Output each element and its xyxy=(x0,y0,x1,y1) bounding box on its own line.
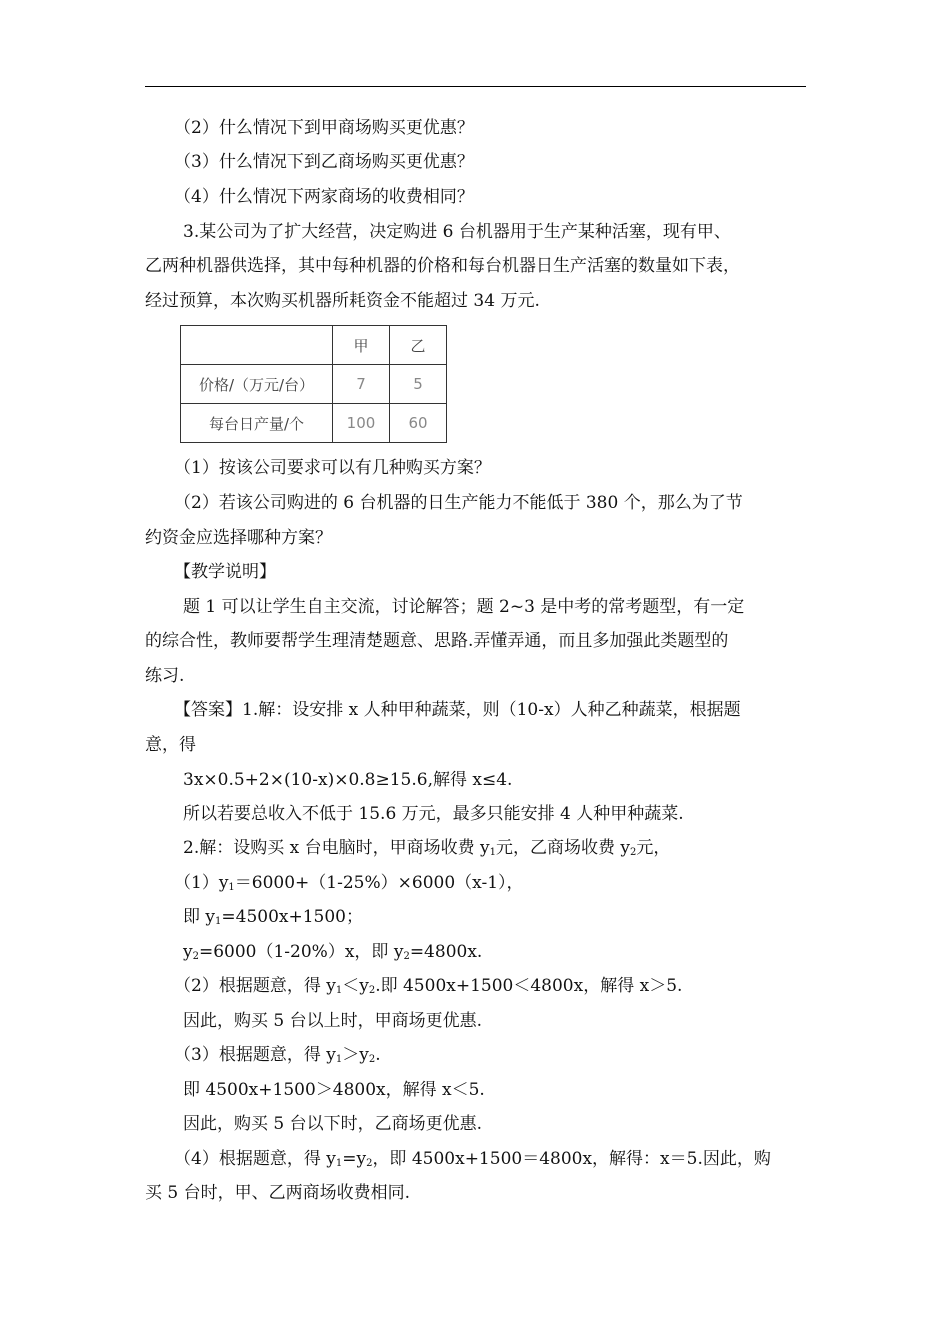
question-3-2-line-2: 约资金应选择哪种方案？ xyxy=(145,528,332,548)
answer-2-1-line-2: 即 $y_1=4500x+1500$； xyxy=(183,907,363,927)
answer-2-2: （2）根据题意，得 $y_1<y_2$.即 4500x+1500＜4800x，解得 x＞5. xyxy=(174,976,683,996)
table-row xyxy=(181,404,447,443)
machine-table xyxy=(180,325,447,443)
question-2-2: （2）什么情况下到甲商场购买更优惠？ xyxy=(174,118,474,138)
table-header-cell xyxy=(181,326,333,365)
answer-2-3: （3）根据题意，得 $y_1>y_2$. xyxy=(174,1045,381,1065)
answer-2-2-conclusion: 因此，购买 5 台以上时，甲商场更优惠. xyxy=(183,1011,483,1031)
table-row xyxy=(181,326,447,365)
table-cell: 每台日产量/个 xyxy=(181,404,333,443)
table-header-cell: 甲 xyxy=(333,326,390,365)
question-3-line-1: 3.某公司为了扩大经营，决定购进 6 台机器用于生产某种活塞，现有甲、 xyxy=(183,222,731,242)
answer-2-3-line-2: 即 4500x+1500＞4800x，解得 x＜5. xyxy=(183,1080,485,1100)
question-2-3: （3）什么情况下到乙商场购买更优惠？ xyxy=(174,152,474,172)
answer-2-3-conclusion: 因此，购买 5 台以下时，乙商场更优惠. xyxy=(183,1114,483,1134)
teaching-note-line-2: 的综合性，教师要帮学生理清楚题意、思路.弄懂弄通，而且多加强此类题型的 xyxy=(145,631,729,651)
answer-2-intro: 2.解：设购买 x 台电脑时，甲商场收费 $y_1$元，乙商场收费 $y_2$元， xyxy=(183,838,671,858)
answer-2-4-line-1: （4）根据题意，得 $y_1=y_2$，即 4500x+1500＝4800x，解得：x＝5.因此，购 xyxy=(174,1149,771,1169)
teaching-note-line-1: 题 1 可以让学生自主交流，讨论解答；题 2~3 是中考的常考题型，有一定 xyxy=(183,597,745,617)
answer-1-conclusion: 所以若要总收入不低于 15.6 万元，最多只能安排 4 人种甲种蔬菜. xyxy=(183,804,684,824)
question-2-4: （4）什么情况下两家商场的收费相同？ xyxy=(174,187,474,207)
table-cell: 60 xyxy=(390,404,447,443)
teaching-note-heading: 【教学说明】 xyxy=(174,562,276,582)
answer-1-inequality: 3x×0.5+2×(10-x)×0.8≥15.6,解得 x≤4. xyxy=(183,770,513,790)
table-cell: 价格/（万元/台） xyxy=(181,365,333,404)
answer-2-4-line-2: 买 5 台时，甲、乙两商场收费相同. xyxy=(145,1183,411,1203)
teaching-note-line-3: 练习. xyxy=(145,666,185,686)
table-row xyxy=(181,365,447,404)
question-3-1: （1）按该公司要求可以有几种购买方案？ xyxy=(174,458,491,478)
question-3-line-2: 乙两种机器供选择，其中每种机器的价格和每台机器日生产活塞的数量如下表， xyxy=(145,256,740,276)
table-cell: 7 xyxy=(333,365,390,404)
answer-2-1-line-1: $(1)y_1=6000+(1-25\%)\times 6000(x-1)$， xyxy=(174,873,524,893)
table-cell: 5 xyxy=(390,365,447,404)
question-3-line-3: 经过预算，本次购买机器所耗资金不能超过 34 万元. xyxy=(145,291,540,311)
question-3-2-line-1: （2）若该公司购进的 6 台机器的日生产能力不能低于 380 个，那么为了节 xyxy=(174,493,743,513)
table-cell: 100 xyxy=(333,404,390,443)
table-header-cell: 乙 xyxy=(390,326,447,365)
answer-1-line-2: 意，得 xyxy=(145,735,196,755)
answer-2-1-line-3: $y_2=6000(1-20\%)x$，即 $y_2=4800x$. xyxy=(183,942,483,962)
answer-1-line-1: 【答案】1.解：设安排 x 人种甲种蔬菜，则（10-x）人种乙种蔬菜，根据题 xyxy=(174,700,741,720)
header-rule xyxy=(145,86,806,87)
